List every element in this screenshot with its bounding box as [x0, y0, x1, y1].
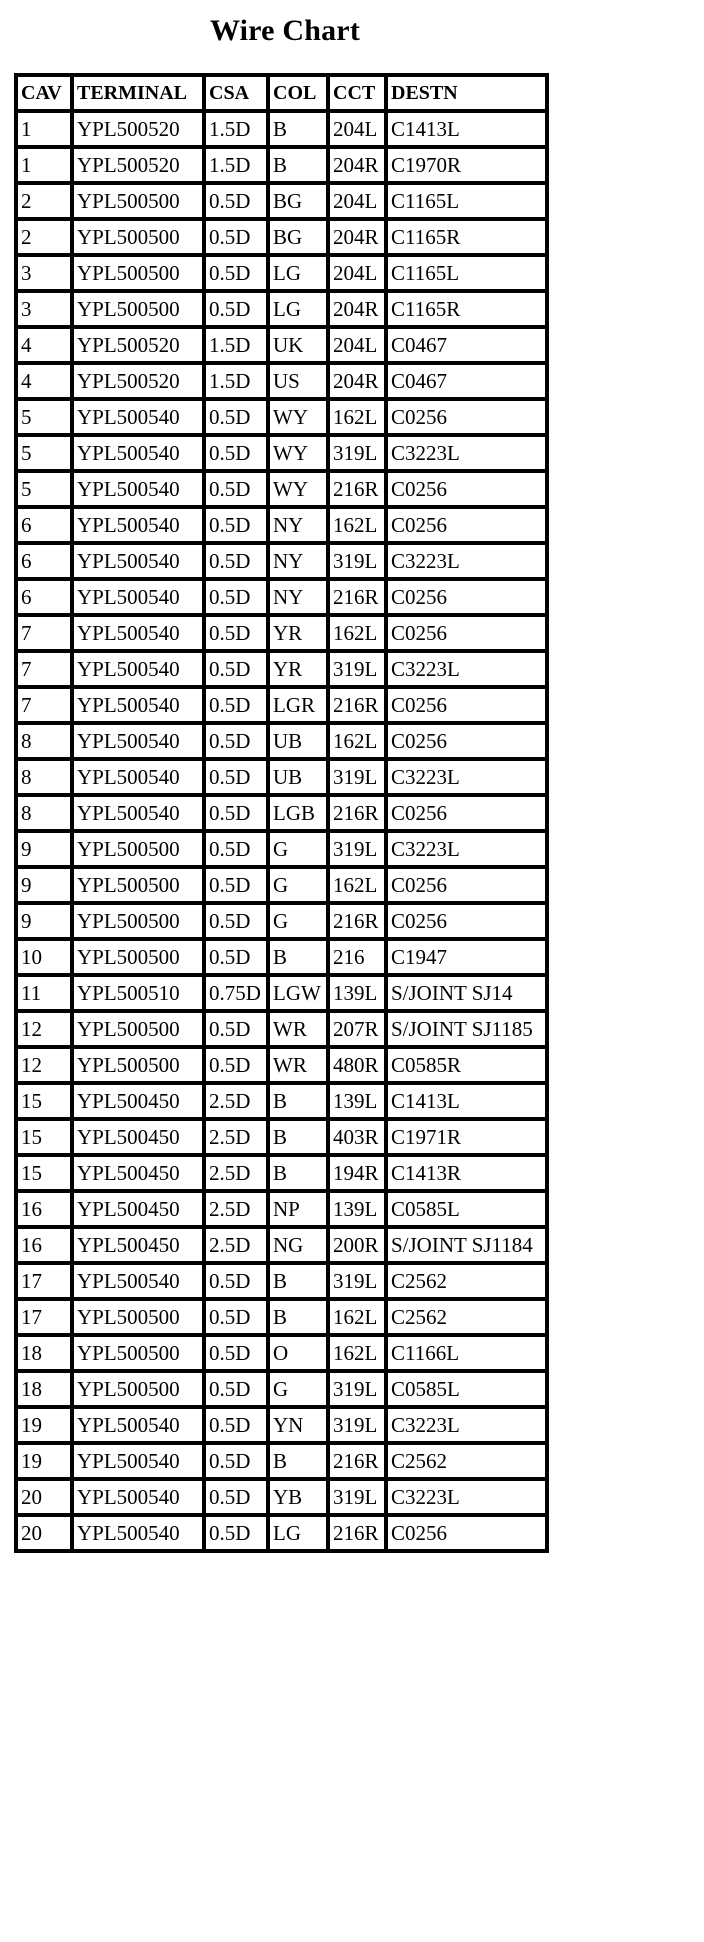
cell-csa: 0.5D — [206, 509, 270, 545]
table-row — [18, 545, 545, 581]
cell-cav: 1 — [18, 113, 74, 149]
cell-csa: 0.5D — [206, 1445, 270, 1481]
table-row — [18, 1481, 545, 1517]
cell-csa: 1.5D — [206, 365, 270, 401]
cell-destn: S/JOINT SJ14 — [388, 977, 545, 1013]
cell-cav: 5 — [18, 401, 74, 437]
cell-terminal: YPL500500 — [74, 941, 206, 977]
table-row — [18, 617, 545, 653]
cell-col: B — [270, 1265, 330, 1301]
cell-cav: 18 — [18, 1337, 74, 1373]
cell-terminal: YPL500450 — [74, 1157, 206, 1193]
cell-csa: 0.5D — [206, 617, 270, 653]
cell-csa: 0.5D — [206, 1013, 270, 1049]
cell-destn: C0256 — [388, 509, 545, 545]
cell-csa: 0.5D — [206, 401, 270, 437]
cell-terminal: YPL500540 — [74, 1265, 206, 1301]
cell-col: B — [270, 1301, 330, 1337]
cell-destn: C0256 — [388, 689, 545, 725]
cell-cct: 216R — [330, 905, 388, 941]
cell-cav: 12 — [18, 1013, 74, 1049]
cell-destn: S/JOINT SJ1184 — [388, 1229, 545, 1265]
cell-cav: 2 — [18, 221, 74, 257]
table-row — [18, 1121, 545, 1157]
table-row — [18, 1373, 545, 1409]
cell-csa: 2.5D — [206, 1193, 270, 1229]
cell-destn: C0585L — [388, 1373, 545, 1409]
cell-destn: C3223L — [388, 653, 545, 689]
cell-col: NY — [270, 509, 330, 545]
cell-csa: 0.5D — [206, 1517, 270, 1549]
cell-csa: 0.5D — [206, 1481, 270, 1517]
cell-cct: 216R — [330, 473, 388, 509]
cell-csa: 2.5D — [206, 1229, 270, 1265]
cell-col: B — [270, 1157, 330, 1193]
cell-cct: 480R — [330, 1049, 388, 1085]
table-row — [18, 941, 545, 977]
cell-destn: C1165L — [388, 185, 545, 221]
cell-terminal: YPL500540 — [74, 401, 206, 437]
cell-destn: C1413R — [388, 1157, 545, 1193]
cell-cct: 204L — [330, 185, 388, 221]
cell-cct: 319L — [330, 761, 388, 797]
cell-destn: S/JOINT SJ1185 — [388, 1013, 545, 1049]
cell-terminal: YPL500540 — [74, 437, 206, 473]
cell-csa: 0.5D — [206, 545, 270, 581]
cell-cct: 162L — [330, 1301, 388, 1337]
table-row — [18, 401, 545, 437]
cell-terminal: YPL500540 — [74, 725, 206, 761]
cell-terminal: YPL500540 — [74, 653, 206, 689]
cell-cct: 139L — [330, 1193, 388, 1229]
cell-cav: 7 — [18, 617, 74, 653]
cell-col: LGW — [270, 977, 330, 1013]
table-row — [18, 1265, 545, 1301]
cell-terminal: YPL500540 — [74, 509, 206, 545]
cell-cav: 15 — [18, 1085, 74, 1121]
cell-col: NG — [270, 1229, 330, 1265]
cell-csa: 0.5D — [206, 689, 270, 725]
cell-cav: 11 — [18, 977, 74, 1013]
cell-cav: 16 — [18, 1229, 74, 1265]
cell-cav: 1 — [18, 149, 74, 185]
table-row — [18, 509, 545, 545]
table-row — [18, 185, 545, 221]
cell-csa: 0.5D — [206, 221, 270, 257]
cell-cct: 216R — [330, 581, 388, 617]
cell-csa: 2.5D — [206, 1157, 270, 1193]
cell-csa: 0.5D — [206, 797, 270, 833]
cell-col: LGR — [270, 689, 330, 725]
cell-cct: 319L — [330, 1373, 388, 1409]
table-row — [18, 1301, 545, 1337]
cell-cav: 19 — [18, 1409, 74, 1445]
cell-cav: 4 — [18, 365, 74, 401]
table-row — [18, 905, 545, 941]
cell-terminal: YPL500500 — [74, 1013, 206, 1049]
cell-csa: 1.5D — [206, 113, 270, 149]
cell-destn: C1166L — [388, 1337, 545, 1373]
cell-csa: 0.5D — [206, 1301, 270, 1337]
cell-terminal: YPL500450 — [74, 1085, 206, 1121]
cell-csa: 0.5D — [206, 473, 270, 509]
cell-destn: C0256 — [388, 401, 545, 437]
cell-cct: 204L — [330, 257, 388, 293]
cell-destn: C1971R — [388, 1121, 545, 1157]
cell-col: UK — [270, 329, 330, 365]
cell-destn: C0256 — [388, 725, 545, 761]
cell-destn: C3223L — [388, 833, 545, 869]
cell-col: UB — [270, 761, 330, 797]
cell-destn: C1413L — [388, 1085, 545, 1121]
cell-destn: C1970R — [388, 149, 545, 185]
cell-cav: 3 — [18, 293, 74, 329]
header-cct: CCT — [330, 77, 388, 113]
table-row — [18, 1229, 545, 1265]
cell-col: WR — [270, 1013, 330, 1049]
cell-cct: 162L — [330, 725, 388, 761]
cell-cct: 162L — [330, 617, 388, 653]
cell-terminal: YPL500540 — [74, 1481, 206, 1517]
table-row — [18, 113, 545, 149]
cell-terminal: YPL500500 — [74, 1337, 206, 1373]
cell-col: LG — [270, 1517, 330, 1549]
cell-cav: 15 — [18, 1157, 74, 1193]
cell-cav: 8 — [18, 725, 74, 761]
cell-col: B — [270, 149, 330, 185]
cell-destn: C0256 — [388, 905, 545, 941]
table-row — [18, 833, 545, 869]
cell-terminal: YPL500540 — [74, 1445, 206, 1481]
cell-cct: 162L — [330, 1337, 388, 1373]
cell-cct: 200R — [330, 1229, 388, 1265]
cell-destn: C0256 — [388, 581, 545, 617]
cell-cct: 403R — [330, 1121, 388, 1157]
cell-col: B — [270, 941, 330, 977]
page-title: Wire Chart — [209, 14, 361, 47]
cell-cav: 20 — [18, 1481, 74, 1517]
cell-destn: C0467 — [388, 329, 545, 365]
cell-terminal: YPL500520 — [74, 329, 206, 365]
cell-cav: 12 — [18, 1049, 74, 1085]
table-row — [18, 869, 545, 905]
cell-col: B — [270, 1085, 330, 1121]
cell-csa: 0.5D — [206, 653, 270, 689]
cell-destn: C1165L — [388, 257, 545, 293]
cell-terminal: YPL500540 — [74, 473, 206, 509]
cell-cct: 216R — [330, 1445, 388, 1481]
cell-terminal: YPL500510 — [74, 977, 206, 1013]
cell-col: YR — [270, 617, 330, 653]
table-row — [18, 653, 545, 689]
table-row — [18, 1337, 545, 1373]
table-row — [18, 725, 545, 761]
cell-destn: C0256 — [391, 1521, 448, 1545]
header-csa: CSA — [206, 77, 270, 113]
cell-terminal: YPL500500 — [74, 257, 206, 293]
cell-cav: 16 — [18, 1193, 74, 1229]
cell-cav: 9 — [18, 833, 74, 869]
table-row — [18, 1085, 545, 1121]
cell-col: WR — [270, 1049, 330, 1085]
table-row — [18, 1013, 545, 1049]
cell-cct: 216R — [330, 689, 388, 725]
cell-csa: 1.5D — [206, 329, 270, 365]
cell-csa: 0.5D — [206, 257, 270, 293]
cell-destn: C0256 — [388, 797, 545, 833]
table-body — [18, 113, 545, 1549]
cell-csa: 0.75D — [206, 977, 270, 1013]
table-row — [18, 365, 545, 401]
table-row — [18, 1049, 545, 1085]
cell-cct: 194R — [330, 1157, 388, 1193]
cell-cav: 6 — [18, 581, 74, 617]
cell-csa: 0.5D — [206, 941, 270, 977]
cell-col: NP — [270, 1193, 330, 1229]
cell-csa: 0.5D — [206, 1265, 270, 1301]
cell-cct: 204R — [330, 293, 388, 329]
cell-col: B — [270, 1445, 330, 1481]
cell-cav: 18 — [18, 1373, 74, 1409]
header-destn: DESTN — [388, 77, 545, 113]
cell-csa: 0.5D — [206, 725, 270, 761]
cell-cav: 17 — [18, 1301, 74, 1337]
cell-csa: 0.5D — [206, 905, 270, 941]
table-row — [18, 437, 545, 473]
cell-destn: C3223L — [388, 545, 545, 581]
cell-col: O — [270, 1337, 330, 1373]
cell-col: G — [270, 869, 330, 905]
cell-col: G — [270, 833, 330, 869]
cell-cct: 319L — [330, 653, 388, 689]
cell-cct: 162L — [330, 401, 388, 437]
cell-col: WY — [270, 473, 330, 509]
cell-col: LGB — [270, 797, 330, 833]
cell-cct: 319L — [330, 1481, 388, 1517]
cell-csa: 2.5D — [206, 1085, 270, 1121]
cell-cav: 19 — [18, 1445, 74, 1481]
cell-col: NY — [270, 545, 330, 581]
cell-csa: 0.5D — [206, 1049, 270, 1085]
cell-col: YR — [270, 653, 330, 689]
cell-cct: 319L — [330, 1409, 388, 1445]
cell-terminal: YPL500540 — [74, 1517, 206, 1549]
cell-cct: 319L — [330, 1265, 388, 1301]
cell-terminal: YPL500520 — [74, 113, 206, 149]
header-col: COL — [270, 77, 330, 113]
cell-cav: 3 — [18, 257, 74, 293]
cell-terminal: YPL500520 — [74, 149, 206, 185]
cell-cct: 204L — [330, 113, 388, 149]
cell-col: G — [270, 905, 330, 941]
cell-csa: 0.5D — [206, 293, 270, 329]
cell-terminal: YPL500500 — [74, 1373, 206, 1409]
cell-destn: C2562 — [388, 1265, 545, 1301]
cell-col: WY — [270, 401, 330, 437]
cell-cct: 162L — [330, 509, 388, 545]
table-row — [18, 1157, 545, 1193]
cell-cct: 319L — [330, 437, 388, 473]
cell-destn: C3223L — [388, 437, 545, 473]
cell-cav: 17 — [18, 1265, 74, 1301]
cell-cav: 8 — [18, 797, 74, 833]
cell-cav: 20 — [18, 1517, 74, 1549]
table-row — [18, 689, 545, 725]
cell-cct: 319L — [330, 833, 388, 869]
cell-cav: 10 — [18, 941, 74, 977]
cell-destn: C3223L — [388, 1409, 545, 1445]
cell-terminal: YPL500540 — [74, 761, 206, 797]
cell-destn: C1165R — [388, 221, 545, 257]
cell-cct: 204R — [330, 149, 388, 185]
table-row — [18, 797, 545, 833]
table-row — [18, 761, 545, 797]
cell-csa: 0.5D — [206, 1373, 270, 1409]
cell-destn: C0256 — [388, 617, 545, 653]
cell-cct: 204R — [330, 365, 388, 401]
cell-col: US — [270, 365, 330, 401]
cell-col: UB — [270, 725, 330, 761]
cell-cct: 162L — [330, 869, 388, 905]
cell-col: NY — [270, 581, 330, 617]
cell-cav: 6 — [18, 545, 74, 581]
cell-csa: 0.5D — [206, 833, 270, 869]
cell-terminal: YPL500500 — [74, 1301, 206, 1337]
cell-destn: C1947 — [388, 941, 545, 977]
cell-cav: 7 — [18, 653, 74, 689]
cell-terminal: YPL500540 — [74, 1409, 206, 1445]
cell-col: YN — [270, 1409, 330, 1445]
cell-destn: C0585R — [388, 1049, 545, 1085]
cell-terminal: YPL500540 — [74, 797, 206, 833]
cell-destn: C3223L — [388, 761, 545, 797]
cell-cct: 216R — [330, 797, 388, 833]
cell-destn: C3223L — [388, 1481, 545, 1517]
cell-terminal: YPL500450 — [74, 1193, 206, 1229]
cell-csa: 0.5D — [206, 761, 270, 797]
cell-cct: 319L — [330, 545, 388, 581]
cell-terminal: YPL500500 — [74, 833, 206, 869]
wire-chart-table — [14, 73, 549, 1553]
cell-col: YB — [270, 1481, 330, 1517]
cell-cav: 15 — [18, 1121, 74, 1157]
table-row — [18, 329, 545, 365]
cell-destn: C1165R — [388, 293, 545, 329]
cell-cav: 9 — [18, 869, 74, 905]
header-cav: CAV — [18, 77, 74, 113]
cell-col: B — [270, 1121, 330, 1157]
cell-csa: 0.5D — [206, 869, 270, 905]
cell-col: LG — [270, 257, 330, 293]
cell-terminal: YPL500540 — [74, 545, 206, 581]
cell-destn: C1413L — [388, 113, 545, 149]
cell-csa: 0.5D — [206, 1409, 270, 1445]
cell-cct: 204R — [330, 221, 388, 257]
cell-col: LG — [270, 293, 330, 329]
cell-col: BG — [270, 185, 330, 221]
cell-cav: 2 — [18, 185, 74, 221]
cell-csa: 0.5D — [206, 1337, 270, 1373]
cell-cav: 5 — [18, 437, 74, 473]
table-header-row — [18, 77, 545, 113]
table-row — [18, 221, 545, 257]
cell-destn: C2562 — [388, 1301, 545, 1337]
cell-terminal: YPL500450 — [74, 1229, 206, 1265]
cell-cav: 7 — [18, 689, 74, 725]
table-row — [18, 1193, 545, 1229]
cell-terminal: YPL500540 — [74, 689, 206, 725]
table-row — [18, 473, 545, 509]
cell-cav: 8 — [18, 761, 74, 797]
cell-terminal: YPL500500 — [74, 905, 206, 941]
cell-csa: 0.5D — [206, 581, 270, 617]
cell-terminal: YPL500500 — [74, 1049, 206, 1085]
cell-col: WY — [270, 437, 330, 473]
table-row — [18, 1409, 545, 1445]
cell-csa: 1.5D — [206, 149, 270, 185]
cell-cav: 5 — [18, 473, 74, 509]
cell-cav: 6 — [18, 509, 74, 545]
cell-cav: 9 — [18, 905, 74, 941]
table-row — [18, 581, 545, 617]
table-row — [18, 293, 545, 329]
cell-terminal: YPL500540 — [74, 581, 206, 617]
cell-destn: C0467 — [388, 365, 545, 401]
cell-terminal: YPL500520 — [74, 365, 206, 401]
cell-cct: 204L — [330, 329, 388, 365]
cell-terminal: YPL500540 — [74, 617, 206, 653]
cell-csa: 0.5D — [206, 185, 270, 221]
cell-destn: C0256 — [388, 473, 545, 509]
table-row — [18, 1517, 545, 1549]
cell-destn: C0256 — [388, 869, 545, 905]
cell-cct: 139L — [330, 977, 388, 1013]
cell-cct: 139L — [330, 1085, 388, 1121]
table-row — [18, 977, 545, 1013]
cell-terminal: YPL500500 — [74, 293, 206, 329]
cell-terminal: YPL500450 — [74, 1121, 206, 1157]
cell-col: G — [270, 1373, 330, 1409]
cell-cct: 216R — [330, 1517, 388, 1549]
cell-destn: C2562 — [388, 1445, 545, 1481]
header-terminal: TERMINAL — [74, 77, 206, 113]
cell-csa: 2.5D — [206, 1121, 270, 1157]
cell-col: B — [270, 113, 330, 149]
cell-destn: C0585L — [388, 1193, 545, 1229]
cell-terminal: YPL500500 — [74, 221, 206, 257]
cell-csa: 0.5D — [206, 437, 270, 473]
cell-cav: 4 — [18, 329, 74, 365]
table-row — [18, 257, 545, 293]
cell-terminal: YPL500500 — [74, 869, 206, 905]
table-row — [18, 1445, 545, 1481]
cell-terminal: YPL500500 — [74, 185, 206, 221]
table-row — [18, 149, 545, 185]
cell-cct: 216 — [330, 941, 388, 977]
cell-cct: 207R — [330, 1013, 388, 1049]
cell-col: BG — [270, 221, 330, 257]
